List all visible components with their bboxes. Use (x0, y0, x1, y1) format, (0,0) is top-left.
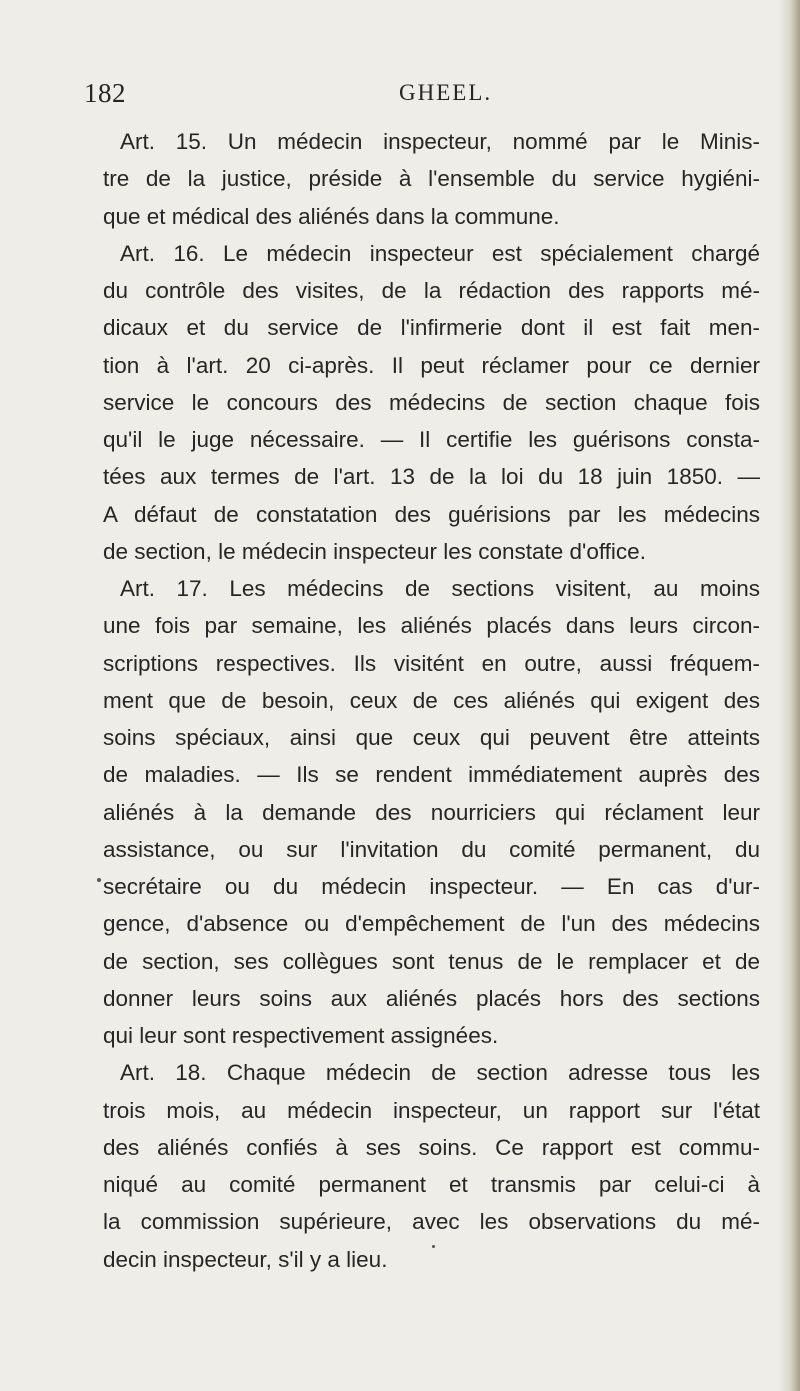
text-line: A défaut de constatation des guérisions par les médecins (103, 501, 760, 527)
text-line: que et médical des aliénés dans la commune. (103, 203, 560, 229)
text-line: service le concours des médecins de section chaque fois (103, 389, 760, 415)
page-header (0, 78, 800, 118)
page-number: 182 (84, 78, 126, 108)
text-line: tion à l'art. 20 ci-après. Il peut réclamer pour ce dernier (103, 352, 760, 378)
text-line: ment que de besoin, ceux de ces aliénés qui exigent des (103, 687, 760, 713)
text-line: aliénés à la demande des nourriciers qui réclament leur (103, 799, 760, 825)
text-line: soins spéciaux, ainsi que ceux qui peuvent être atteints (103, 725, 760, 750)
body-text (103, 123, 760, 1278)
text-line: Art. 17. Les médecins de sections visitent, au moins (120, 576, 760, 601)
text-line: gence, d'absence ou d'empêchement de l'un des médecins (103, 911, 760, 937)
text-line: qui leur sont respectivement assignées. (103, 1023, 499, 1048)
text-line: du contrôle des visites, de la rédaction des rapports mé- (103, 278, 760, 303)
text-line: de maladies. — Ils se rendent immédiatement auprès des (103, 762, 760, 788)
text-line: niqué au comité permanent et transmis par celui-ci à (103, 1172, 760, 1197)
text-line: des aliénés confiés à ses soins. Ce rapport est commu- (103, 1134, 760, 1160)
text-line: de section, le médecin inspecteur les constate d'office. (103, 538, 646, 564)
text-line: assistance, ou sur l'invitation du comité permanent, du (103, 836, 760, 862)
text-line: Art. 18. Chaque médecin de section adresse tous les (120, 1060, 760, 1086)
text-line: tre de la justice, préside à l'ensemble du service hygiéni- (103, 166, 760, 192)
text-line: une fois par semaine, les aliénés placés dans leurs circon- (103, 613, 760, 639)
text-line: Art. 15. Un médecin inspecteur, nommé par le Minis- (120, 129, 760, 154)
page-edge-shadow (778, 0, 800, 1391)
text-line: qu'il le juge nécessaire. — Il certifie les guérisons consta- (103, 427, 760, 452)
running-head: GHEEL. (399, 80, 493, 105)
text-line: tées aux termes de l'art. 13 de la loi du 18 juin 1850. — (103, 464, 760, 490)
text-line: secrétaire ou du médecin inspecteur. — En cas d'ur- (103, 874, 760, 899)
text-line: Art. 16. Le médecin inspecteur est spécialement chargé (120, 240, 760, 266)
text-line: scriptions respectives. Ils visitént en outre, aussi fréquem- (103, 650, 760, 676)
text-line: trois mois, au médecin inspecteur, un rapport sur l'état (103, 1097, 760, 1123)
text-line: dicaux et du service de l'infirmerie dont il est fait men- (103, 315, 760, 341)
text-line: la commission supérieure, avec les observations du mé- (103, 1209, 760, 1235)
text-line: donner leurs soins aux aliénés placés hors des sections (103, 985, 760, 1011)
text-line: decin inspecteur, s'il y a lieu. (103, 1246, 388, 1272)
text-line: de section, ses collègues sont tenus de le remplacer et de (103, 948, 760, 974)
